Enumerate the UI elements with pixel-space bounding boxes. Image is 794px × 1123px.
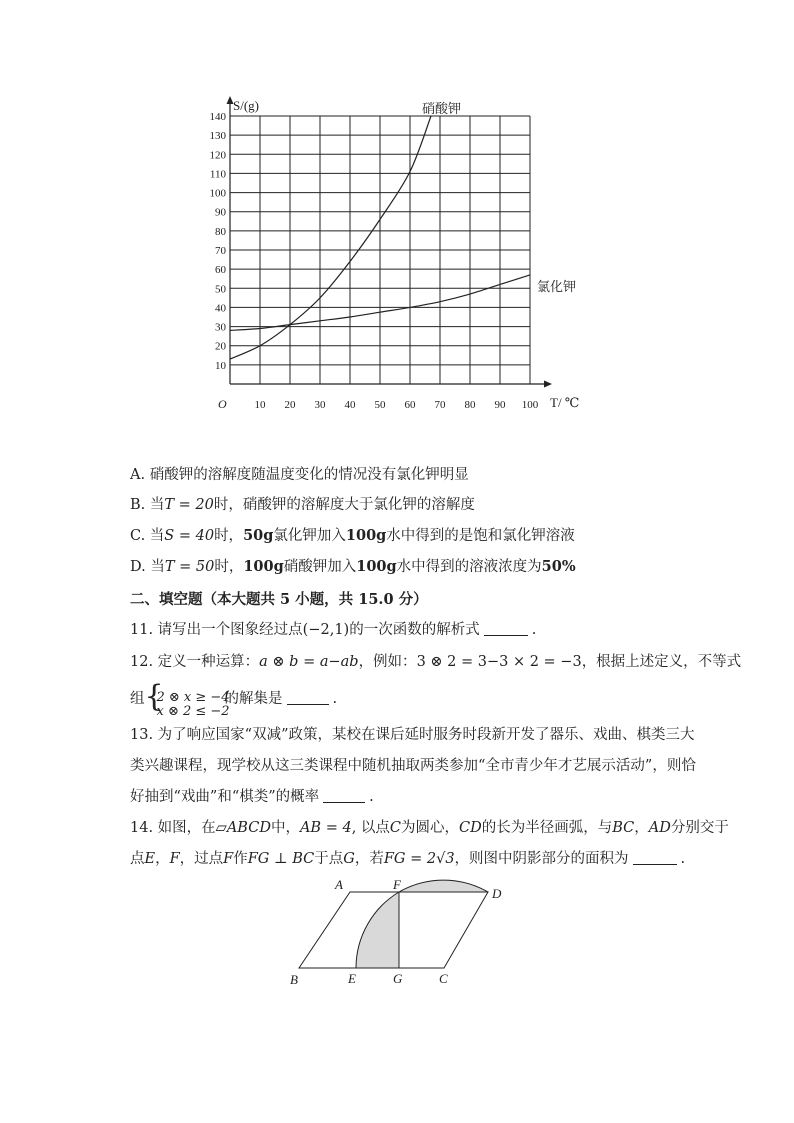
option-b-pre: B. 当: [130, 497, 165, 513]
option-c: [130, 526, 575, 546]
q14-bc: BC: [612, 820, 635, 836]
y-tick-label: 140: [209, 111, 226, 123]
x-tick-label: 20: [284, 399, 296, 411]
q11-answer-blank[interactable]: [484, 621, 528, 636]
q11-math: (−2,1): [302, 622, 350, 638]
x-tick-label: 100: [521, 399, 539, 411]
option-d-mid3: 水中得到的溶液浓度为: [396, 559, 542, 575]
option-d: [130, 557, 576, 577]
x-axis-label: T/ ℃: [550, 395, 580, 410]
section-title: 二、填空题（本大题共 5 小题，共 15.0 分）: [130, 591, 428, 608]
option-b: [130, 495, 475, 515]
y-tick-label: 20: [215, 340, 226, 353]
q14-g: G: [343, 851, 355, 867]
q14-l2-post: ，则图中阴影部分的面积为: [454, 851, 629, 867]
option-b-math: T = 20: [164, 497, 214, 513]
label-e: E: [348, 971, 356, 986]
q14-cd: CD: [459, 820, 482, 836]
y-axis-label: S/(g): [233, 98, 259, 113]
x-tick-label: 80: [464, 399, 476, 411]
option-d-val3: 50%: [541, 558, 576, 575]
q11-end: .: [531, 622, 537, 638]
q12-mid: ，例如：: [358, 654, 417, 670]
series-label-2: 氯化钾: [537, 279, 577, 294]
question-14-line1: [130, 818, 729, 838]
q14-fg: FG = 2√3: [383, 851, 455, 867]
q14-s5: ，若: [354, 851, 384, 867]
option-c-pre: C. 当: [130, 528, 165, 544]
y-tick-label: 30: [215, 321, 226, 334]
question-11: [130, 620, 536, 640]
option-c-val2: 100g: [345, 527, 387, 544]
q14-mid3: 的长为半径画弧，与: [481, 820, 613, 836]
question-12-line2: [130, 679, 338, 719]
option-d-mid1: 时，: [214, 559, 244, 575]
option-a: [130, 465, 469, 485]
label-b: B: [290, 972, 298, 987]
q12-end: .: [332, 691, 338, 707]
origin-label: O: [218, 397, 227, 411]
x-tick-label: 60: [404, 399, 416, 411]
q11-post: 的一次函数的解析式: [349, 622, 480, 638]
x-tick-label: 40: [344, 399, 356, 411]
q12-ineq-2: x ⊗ 2 ≤ −2: [156, 704, 230, 719]
question-13-line2: 类兴趣课程，现学校从这三类课程中随机抽取两类参加“全市青少年才艺展示活动”，则恰: [130, 758, 696, 774]
q14-ab: AB = 4: [299, 820, 352, 836]
q14-mid2: 为圆心，: [401, 820, 460, 836]
q14-c: C: [389, 820, 402, 836]
q14-abcd: ABCD: [226, 820, 271, 836]
y-tick-label: 80: [215, 225, 226, 238]
option-c-post: 水中得到的是饱和氯化钾溶液: [386, 528, 575, 544]
brace-symbol: {: [144, 679, 164, 714]
label-c: C: [439, 971, 448, 986]
q14-ad: AD: [648, 820, 671, 836]
question-14-line2: [130, 849, 685, 869]
q12-post: ，根据上述定义，不等式: [581, 654, 742, 670]
y-tick-label: 10: [215, 359, 226, 372]
x-tick-label: 70: [434, 399, 446, 411]
q12-pre: 12. 定义一种运算：: [130, 654, 260, 670]
figure-svg: [285, 876, 515, 991]
option-c-mid1: 时，: [214, 528, 244, 544]
question-12-line1: [130, 652, 741, 672]
q12-ineq-1: 2 ⊗ x ≥ −4: [156, 690, 230, 705]
option-d-pre: D. 当: [130, 559, 165, 575]
label-d: D: [492, 886, 502, 901]
option-c-math: S = 40: [164, 528, 215, 544]
option-a-text: A. 硝酸钾的溶解度随温度变化的情况没有氯化钾明显: [130, 467, 469, 483]
option-d-val2: 100g: [356, 558, 397, 575]
q14-f2: F: [223, 851, 234, 867]
y-tick-label: 120: [209, 149, 226, 162]
y-tick-label: 70: [215, 245, 226, 257]
upper-arc-segment: [399, 880, 488, 892]
option-c-mid2: 氯化钾加入: [273, 528, 346, 544]
q14-s4: 于点: [314, 851, 344, 867]
x-tick-label: 30: [314, 399, 326, 411]
q14-f: F: [169, 851, 180, 867]
q14-e: E: [144, 851, 156, 867]
question-13-line3: [130, 787, 374, 807]
option-d-val1: 100g: [243, 558, 284, 575]
q11-pre: 11. 请写出一个图象经过点: [130, 622, 303, 638]
q14-zh: 中，: [270, 820, 300, 836]
q14-mid: , 以点: [351, 820, 390, 836]
y-tick-label: 40: [215, 302, 226, 315]
x-tick-label: 90: [494, 399, 506, 411]
q14-sep: ，: [634, 820, 649, 836]
y-tick-label: 110: [209, 168, 226, 181]
q14-s2: ，过点: [179, 851, 224, 867]
x-axis-arrow-icon: [544, 381, 552, 388]
chart-svg: [200, 92, 600, 432]
solubility-chart: [200, 92, 600, 436]
option-d-math: T = 50: [164, 559, 215, 575]
q14-end: .: [680, 851, 686, 867]
q13-line3-text: 好抽到“戏曲”和“棋类”的概率: [130, 789, 320, 805]
y-tick-label: 100: [209, 187, 226, 200]
x-tick-label: 50: [374, 399, 386, 411]
parallelogram-figure: [285, 876, 515, 995]
q12-line2-pre: 组: [130, 691, 145, 707]
q13-answer-blank[interactable]: [323, 788, 365, 803]
option-b-post: 时，硝酸钾的溶解度大于氯化钾的溶解度: [213, 497, 475, 513]
q12-inequality-system: [144, 679, 230, 719]
q14-l2-pre: 点: [130, 851, 145, 867]
question-13-line1: 13. 为了响应国家“双减”政策，某校在课后延时服务时段新开发了器乐、戏曲、棋类三大: [130, 727, 695, 743]
option-c-val1: 50g: [243, 527, 274, 544]
q13-end: .: [369, 789, 374, 805]
q12-answer-blank[interactable]: [287, 690, 329, 705]
label-g: G: [393, 971, 403, 986]
y-tick-label: 130: [209, 130, 226, 143]
q14-s1: ，: [155, 851, 170, 867]
q14-pre: 14. 如图，在▱: [130, 820, 227, 836]
series-label-1: 硝酸钾: [422, 101, 462, 116]
y-tick-label: 50: [215, 283, 226, 296]
y-tick-label: 90: [215, 206, 226, 219]
q14-answer-blank[interactable]: [633, 850, 677, 865]
label-a: A: [335, 877, 343, 892]
q14-s3: 作: [233, 851, 248, 867]
option-d-mid2: 硝酸钾加入: [283, 559, 357, 575]
q12-line2-post: 的解集是: [224, 691, 283, 707]
y-tick-label: 60: [215, 264, 226, 277]
q12-example: 3 ⊗ 2 = 3−3 × 2 = −3: [416, 654, 582, 670]
q12-operation: a ⊗ b = a−ab: [259, 654, 359, 670]
label-f: F: [393, 877, 401, 892]
shaded-region: [356, 892, 399, 968]
x-tick-label: 10: [254, 399, 266, 411]
q14-post: 分别交于: [670, 820, 729, 836]
q14-perp: FG ⊥ BC: [247, 851, 315, 867]
